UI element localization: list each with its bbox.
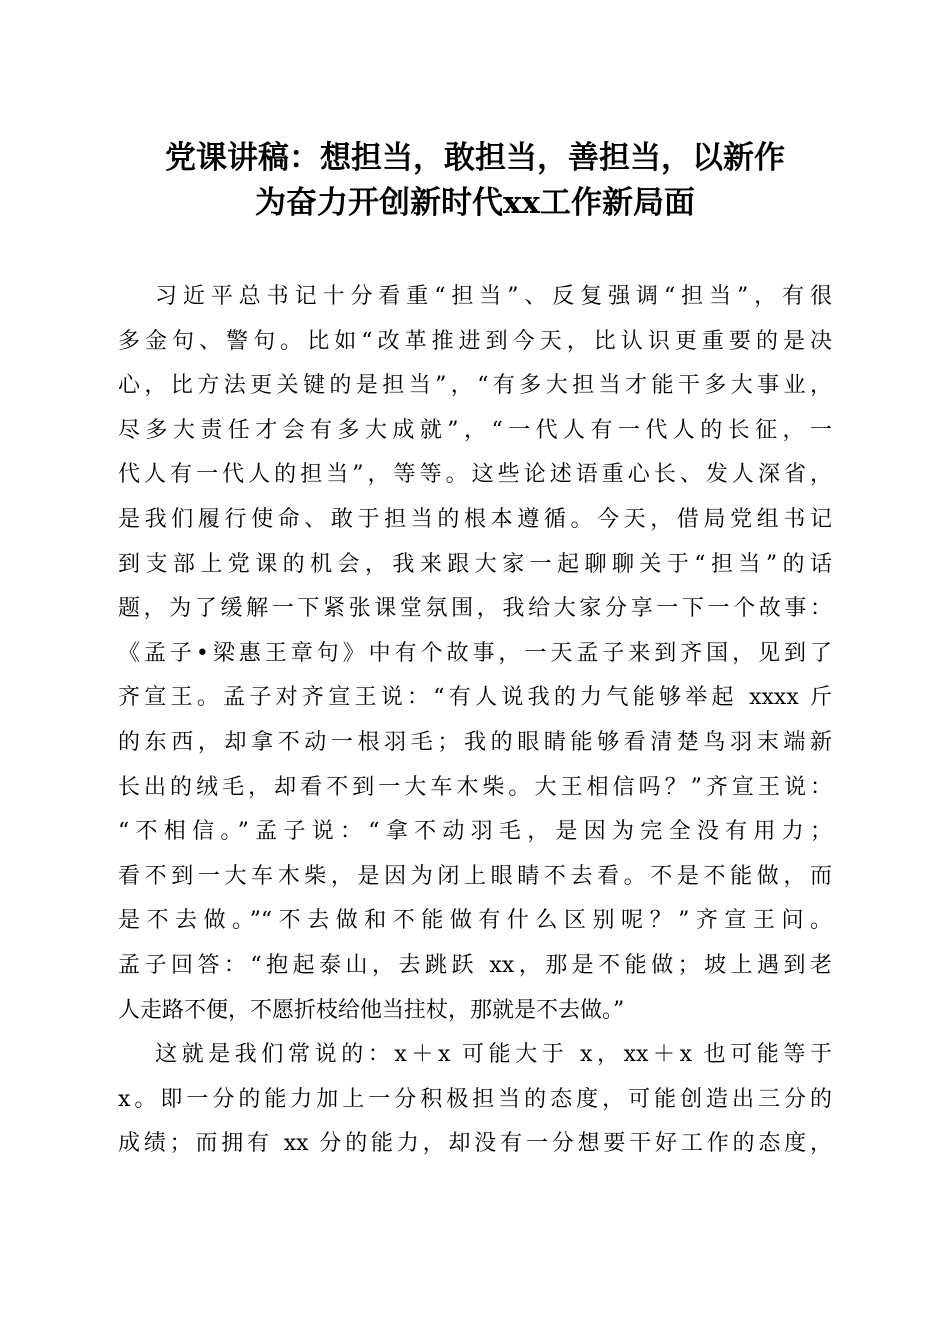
text-line: 这就是我们常说的：x＋x 可能大于 x，xx＋x 也可能等于 <box>155 1042 832 1068</box>
paragraph <box>118 1033 832 1167</box>
text-line: 习近平总书记十分看重“担当”、反复强调“担当”，有很 <box>155 284 832 309</box>
document-title <box>0 136 950 226</box>
text-line: “不相信。”孟子说：“拿不动羽毛，是因为完全没有用力； <box>118 819 832 845</box>
text-line: 代人有一代人的担当”，等等。这些论述语重心长、发人深省， <box>118 462 832 488</box>
text-line: 孟子回答：“抱起泰山，去跳跃 xx，那是不能做；坡上遇到老 <box>118 952 832 978</box>
text-line: 齐宣王。孟子对齐宣王说：“有人说我的力气能够举起 xxxx 斤 <box>118 685 832 711</box>
text-line: 心，比方法更关键的是担当”，“有多大担当才能干多大事业， <box>118 373 832 399</box>
text-line: 的东西，却拿不动一根羽毛；我的眼睛能够看清楚鸟羽末端新 <box>118 729 832 755</box>
text-line: 是不去做。”“不去做和不能做有什么区别呢？”齐宣王问。 <box>118 908 832 934</box>
text-line: 多金句、警句。比如“改革推进到今天，比认识更重要的是决 <box>118 328 832 354</box>
text-line: 是我们履行使命、敢于担当的根本遵循。今天，借局党组书记 <box>118 506 832 532</box>
paragraph <box>118 275 832 1033</box>
text-line: 到支部上党课的机会，我来跟大家一起聊聊关于“担当”的话 <box>118 551 832 577</box>
text-line: 题，为了缓解一下紧张课堂氛围，我给大家分享一下一个故事： <box>118 596 832 622</box>
text-line: 尽多大责任才会有多大成就”，“一代人有一代人的长征，一 <box>118 417 832 443</box>
title-line-1: 党课讲稿：想担当，敢担当，善担当，以新作 <box>165 140 785 176</box>
text-line: 长出的绒毛，却看不到一大车木柴。大王相信吗？”齐宣王说： <box>118 774 832 800</box>
text-line: 《孟子•梁惠王章句》中有个故事，一天孟子来到齐国，见到了 <box>118 640 832 666</box>
document-body <box>118 275 832 1167</box>
text-line: x。即一分的能力加上一分积极担当的态度，可能创造出三分的 <box>118 1086 832 1112</box>
text-line: 看不到一大车木柴，是因为闭上眼睛不去看。不是不能做，而 <box>118 863 832 889</box>
title-line-2: 为奋力开创新时代xx工作新局面 <box>255 185 695 221</box>
text-line: 成绩；而拥有 xx 分的能力，却没有一分想要干好工作的态度， <box>118 1131 832 1157</box>
text-line: 人走路不便，不愿折枝给他当拄杖，那就是不去做。” <box>118 997 625 1023</box>
